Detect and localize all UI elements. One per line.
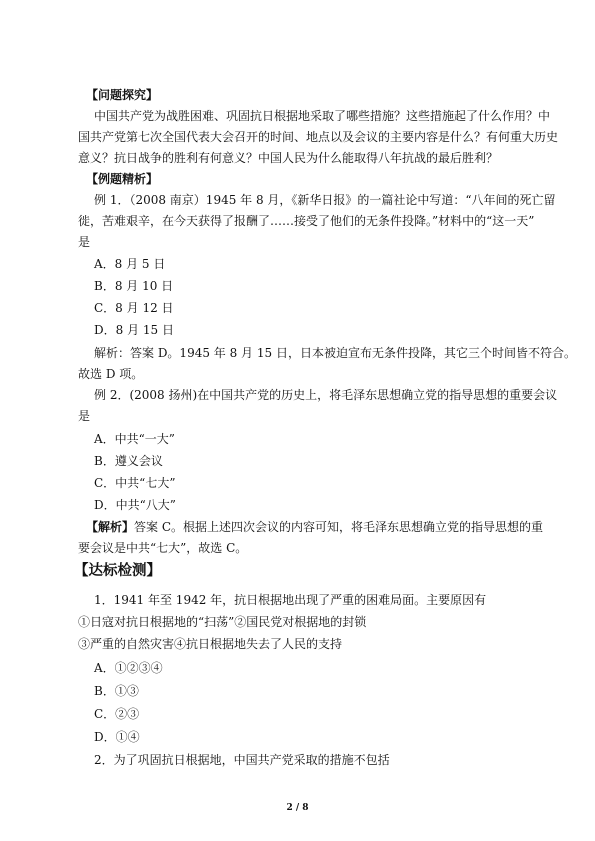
question-1-line: 1．1941 年至 1942 年，抗日根据地出现了严重的困难局面。主要原因有 xyxy=(94,593,487,607)
question-1-option-d: D．①④ xyxy=(94,730,140,744)
paragraph-line: 国共产党第七次全国代表大会召开的时间、地点以及会议的主要内容是什么？有何重大历史 xyxy=(78,130,559,144)
example-1-option-d: D．8 月 15 日 xyxy=(94,323,174,337)
question-1-option-b: B．①③ xyxy=(94,684,139,698)
section-heading-inquiry: 【问题探究】 xyxy=(86,88,159,102)
question-1-line: ①日寇对抗日根据地的“扫荡”②国民党对根据地的封锁 xyxy=(78,615,367,629)
example-1-analysis: 故选 D 项。 xyxy=(78,367,144,381)
question-2-line: 2．为了巩固抗日根据地，中国共产党采取的措施不包括 xyxy=(94,753,390,767)
example-1-analysis: 解析：答案 D。1945 年 8 月 15 日，日本被迫宣布无条件投降，其它三个时间皆不符合。 xyxy=(94,346,576,360)
example-1-line: 是 xyxy=(78,235,91,249)
example-1-option-a: A．8 月 5 日 xyxy=(94,257,166,271)
section-heading-examples: 【例题精析】 xyxy=(86,172,159,186)
example-2-line: 例 2．(2008 扬州)在中国共产党的历史上，将毛泽东思想确立党的指导思想的重要会议 xyxy=(94,388,558,402)
section-heading-assessment: 【达标检测】 xyxy=(74,562,161,579)
question-1-option-a: A．①②③④ xyxy=(94,661,163,675)
question-1-option-c: C．②③ xyxy=(94,707,140,721)
example-2-option-a: A．中共“一大” xyxy=(94,432,175,446)
example-1-line: 例 1．（2008 南京）1945 年 8 月，《新华日报》的一篇社论中写道：“八年间的死亡留 xyxy=(94,193,556,207)
page-number: 2 / 8 xyxy=(286,803,309,813)
paragraph-line: 中国共产党为战胜困难、巩固抗日根据地采取了哪些措施？这些措施起了什么作用？中 xyxy=(94,109,551,123)
example-1-line: 徙，苦难艰辛，在今天获得了报酬了……接受了他们的无条件投降。”材料中的“这一天” xyxy=(78,214,535,228)
example-2-analysis xyxy=(86,519,556,535)
example-2-option-c: C．中共“七大” xyxy=(94,476,176,490)
analysis-tag: 【解析】 xyxy=(86,520,135,534)
example-1-option-b: B．8 月 10 日 xyxy=(94,279,174,293)
question-1-line: ③严重的自然灾害④抗日根据地失去了人民的支持 xyxy=(78,637,343,651)
paragraph-line: 意义？抗日战争的胜利有何意义？中国人民为什么能取得八年抗战的最后胜利？ xyxy=(78,151,499,165)
example-2-line: 是 xyxy=(78,409,91,423)
example-2-option-b: B．遵义会议 xyxy=(94,454,163,468)
example-1-option-c: C．8 月 12 日 xyxy=(94,301,174,315)
analysis-text: 答案 C。根据上述四次会议的内容可知，将毛泽东思想确立党的指导思想的重 xyxy=(134,520,544,534)
example-2-option-d: D．中共“八大” xyxy=(94,498,176,512)
example-2-analysis: 要会议是中共“七大”，故选 C。 xyxy=(78,541,248,555)
